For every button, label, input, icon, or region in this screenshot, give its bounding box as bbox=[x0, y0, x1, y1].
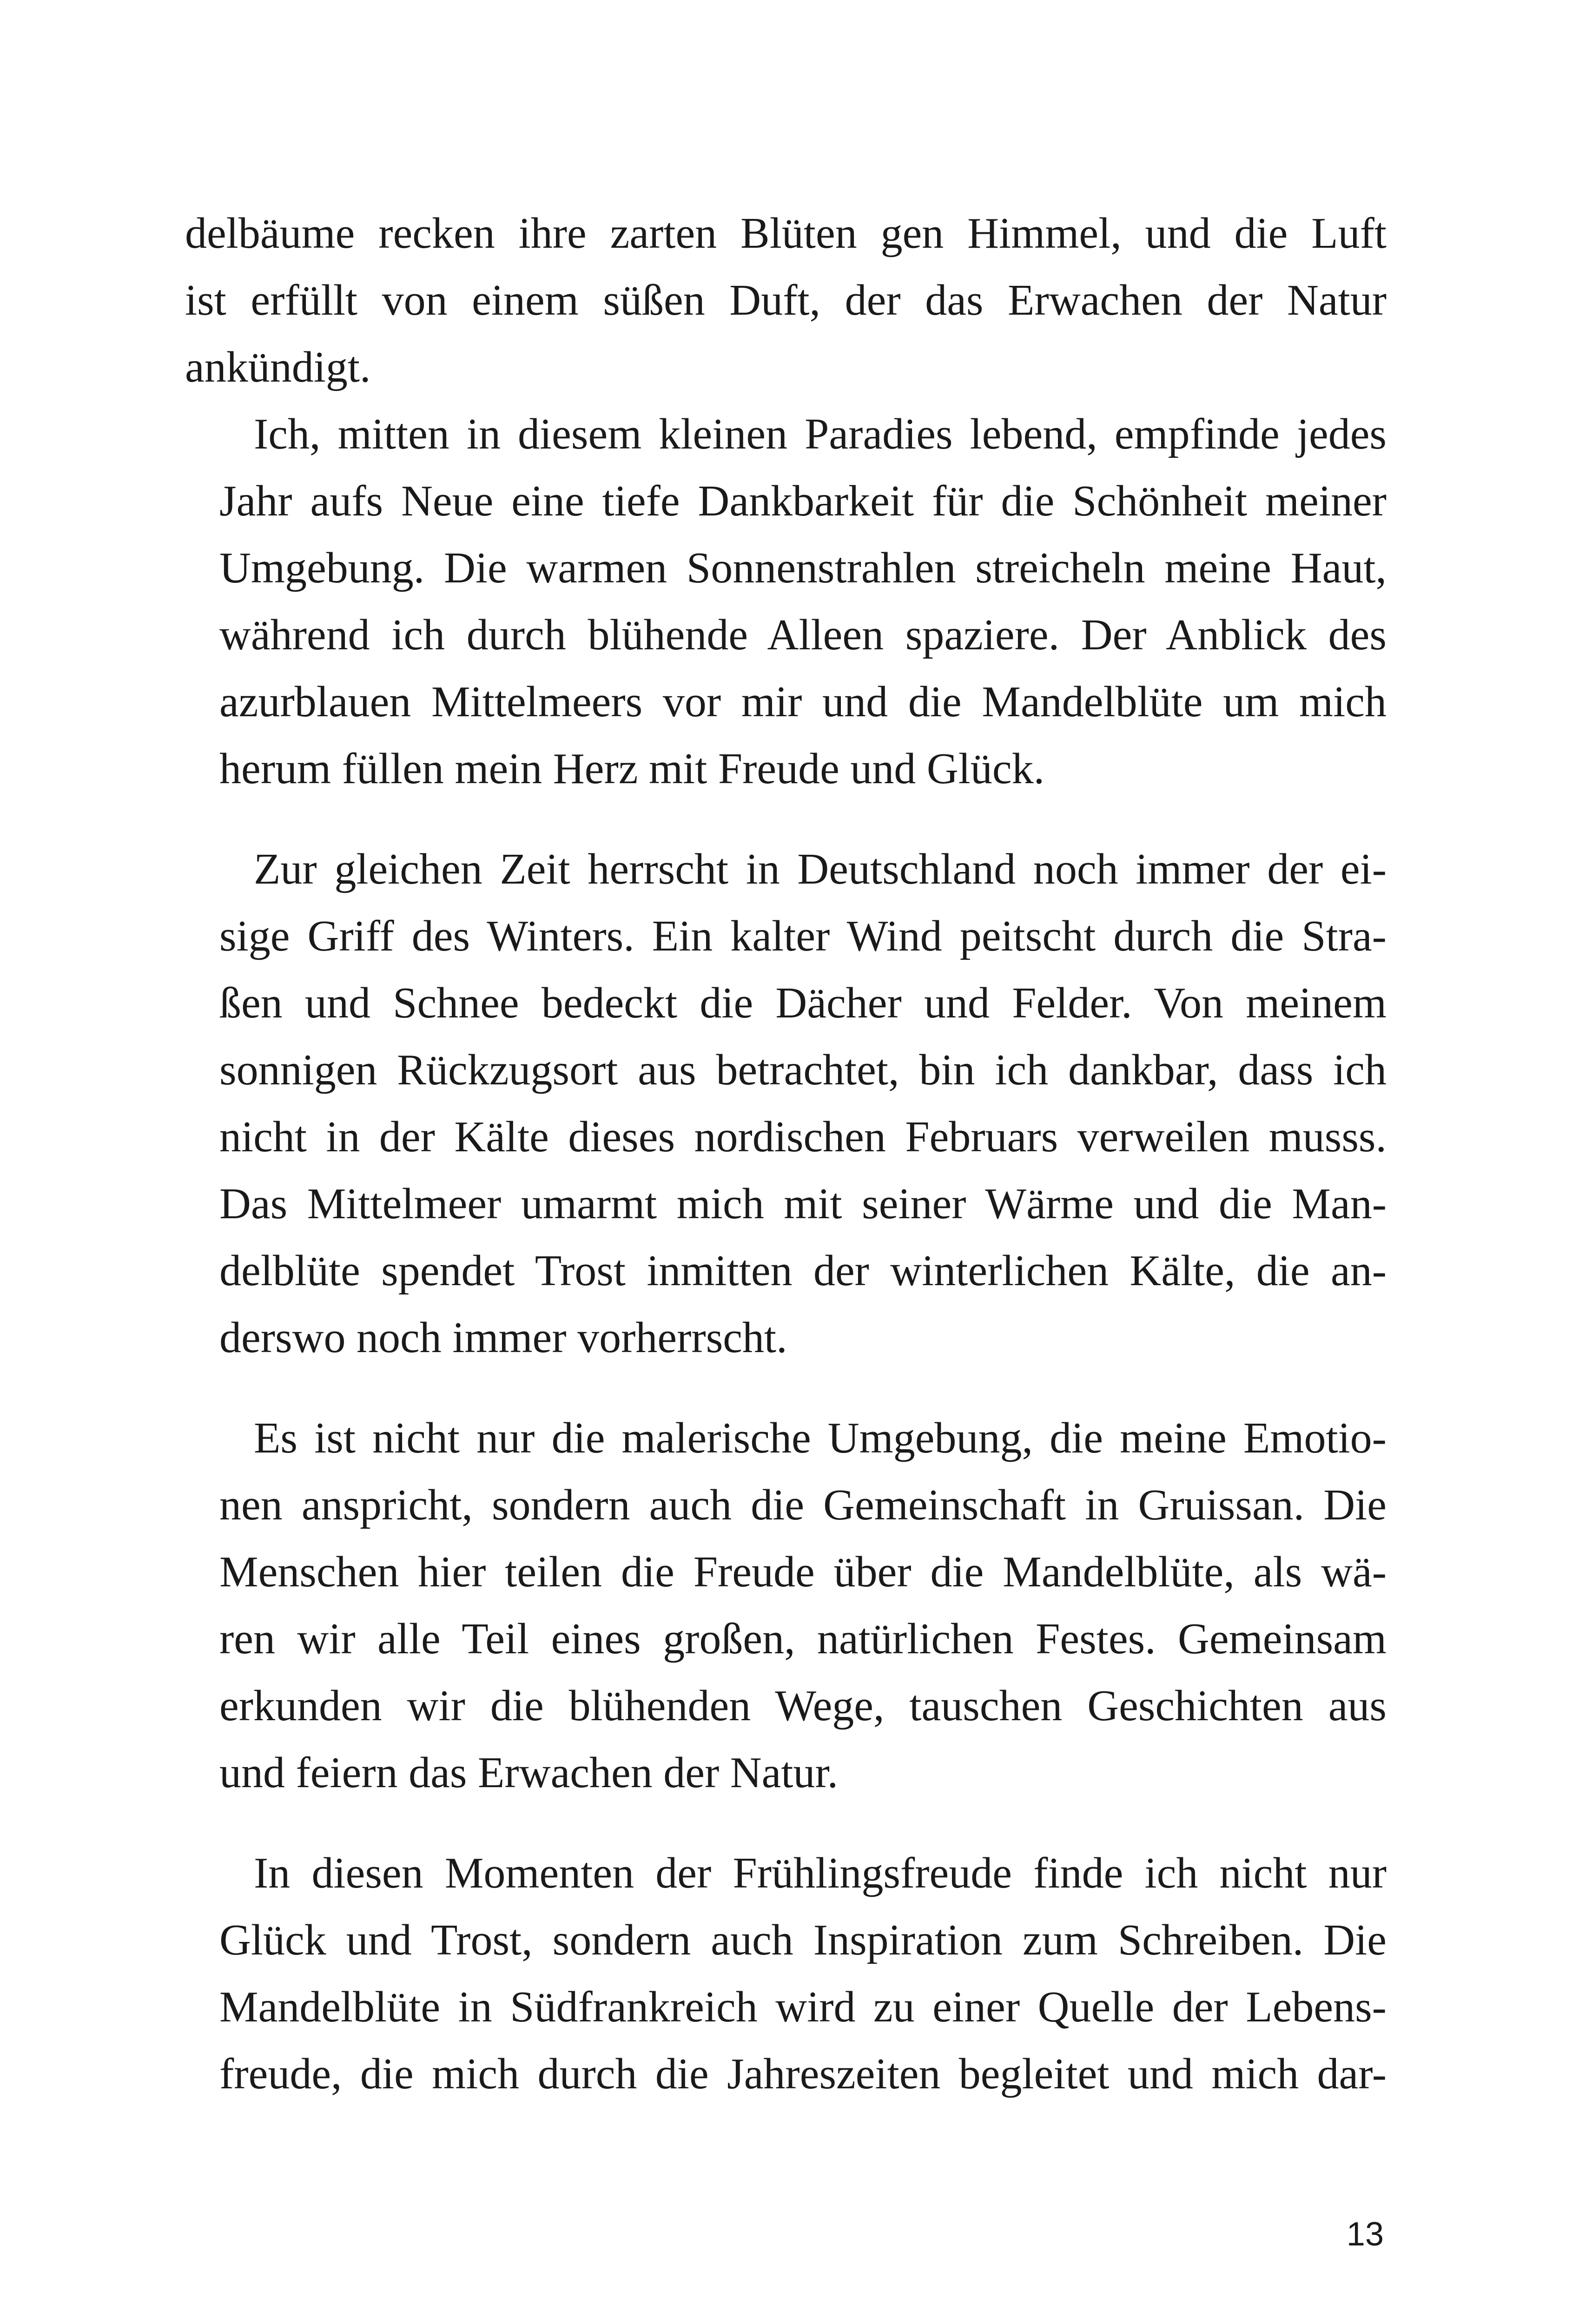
paragraph bbox=[185, 1405, 1387, 1806]
text-line: nen anspricht, sondern auch die Gemeinschaft in Gruissan. Die bbox=[219, 1481, 1387, 1529]
text-line: Das Mittelmeer umarmt mich mit seiner Wärme und die Man- bbox=[219, 1180, 1387, 1228]
text-line: ist erfüllt von einem süßen Duft, der das Erwachen der Natur bbox=[185, 276, 1387, 324]
text-line: Es ist nicht nur die malerische Umgebung, die meine Emotio- bbox=[254, 1414, 1387, 1462]
text-line: ankündigt. bbox=[185, 343, 371, 391]
paragraph bbox=[185, 200, 1387, 401]
text-line: delbäume recken ihre zarten Blüten gen Himmel, und die Luft bbox=[185, 209, 1387, 257]
text-line: erkunden wir die blühenden Wege, tauschen Geschichten aus bbox=[219, 1682, 1387, 1730]
text-line: In diesen Momenten der Frühlingsfreude finde ich nicht nur bbox=[254, 1849, 1387, 1897]
text-line: nicht in der Kälte dieses nordischen Februars verweilen musss. bbox=[219, 1113, 1387, 1161]
text-line: azurblauen Mittelmeers vor mir und die Mandelblüte um mich bbox=[219, 678, 1387, 726]
text-line: derswo noch immer vorherrscht. bbox=[219, 1314, 787, 1362]
text-line: sige Griff des Winters. Ein kalter Wind peitscht durch die Stra- bbox=[219, 912, 1387, 960]
text-line: während ich durch blühende Alleen spaziere. Der Anblick des bbox=[219, 611, 1387, 659]
paragraph bbox=[185, 401, 1387, 802]
paragraph bbox=[185, 836, 1387, 1371]
paragraph bbox=[185, 1840, 1387, 2107]
text-line: Ich, mitten in diesem kleinen Paradies lebend, empfinde jedes bbox=[254, 410, 1387, 458]
text-line: sonnigen Rückzugsort aus betrachtet, bin ich dankbar, dass ich bbox=[219, 1046, 1387, 1094]
text-line: herum füllen mein Herz mit Freude und Glück. bbox=[219, 745, 1045, 793]
page-number: 13 bbox=[1346, 2216, 1384, 2253]
text-line: Mandelblüte in Südfrankreich wird zu einer Quelle der Lebens- bbox=[219, 1983, 1387, 2031]
text-line: ßen und Schnee bedeckt die Dächer und Felder. Von meinem bbox=[219, 979, 1387, 1027]
text-line: delblüte spendet Trost inmitten der winterlichen Kälte, die an- bbox=[219, 1247, 1387, 1295]
text-line: Glück und Trost, sondern auch Inspiration zum Schreiben. Die bbox=[219, 1916, 1387, 1964]
text-line: Menschen hier teilen die Freude über die Mandelblüte, als wä- bbox=[219, 1548, 1387, 1596]
text-line: Jahr aufs Neue eine tiefe Dankbarkeit für die Schönheit meiner bbox=[219, 477, 1387, 525]
body-text bbox=[185, 200, 1387, 2107]
text-line: Zur gleichen Zeit herrscht in Deutschland noch immer der ei- bbox=[254, 845, 1387, 893]
text-line: freude, die mich durch die Jahreszeiten begleitet und mich dar- bbox=[219, 2050, 1387, 2098]
text-line: Umgebung. Die warmen Sonnenstrahlen streicheln meine Haut, bbox=[219, 544, 1387, 592]
text-line: und feiern das Erwachen der Natur. bbox=[219, 1749, 839, 1797]
text-line: ren wir alle Teil eines großen, natürlichen Festes. Gemeinsam bbox=[219, 1615, 1387, 1663]
